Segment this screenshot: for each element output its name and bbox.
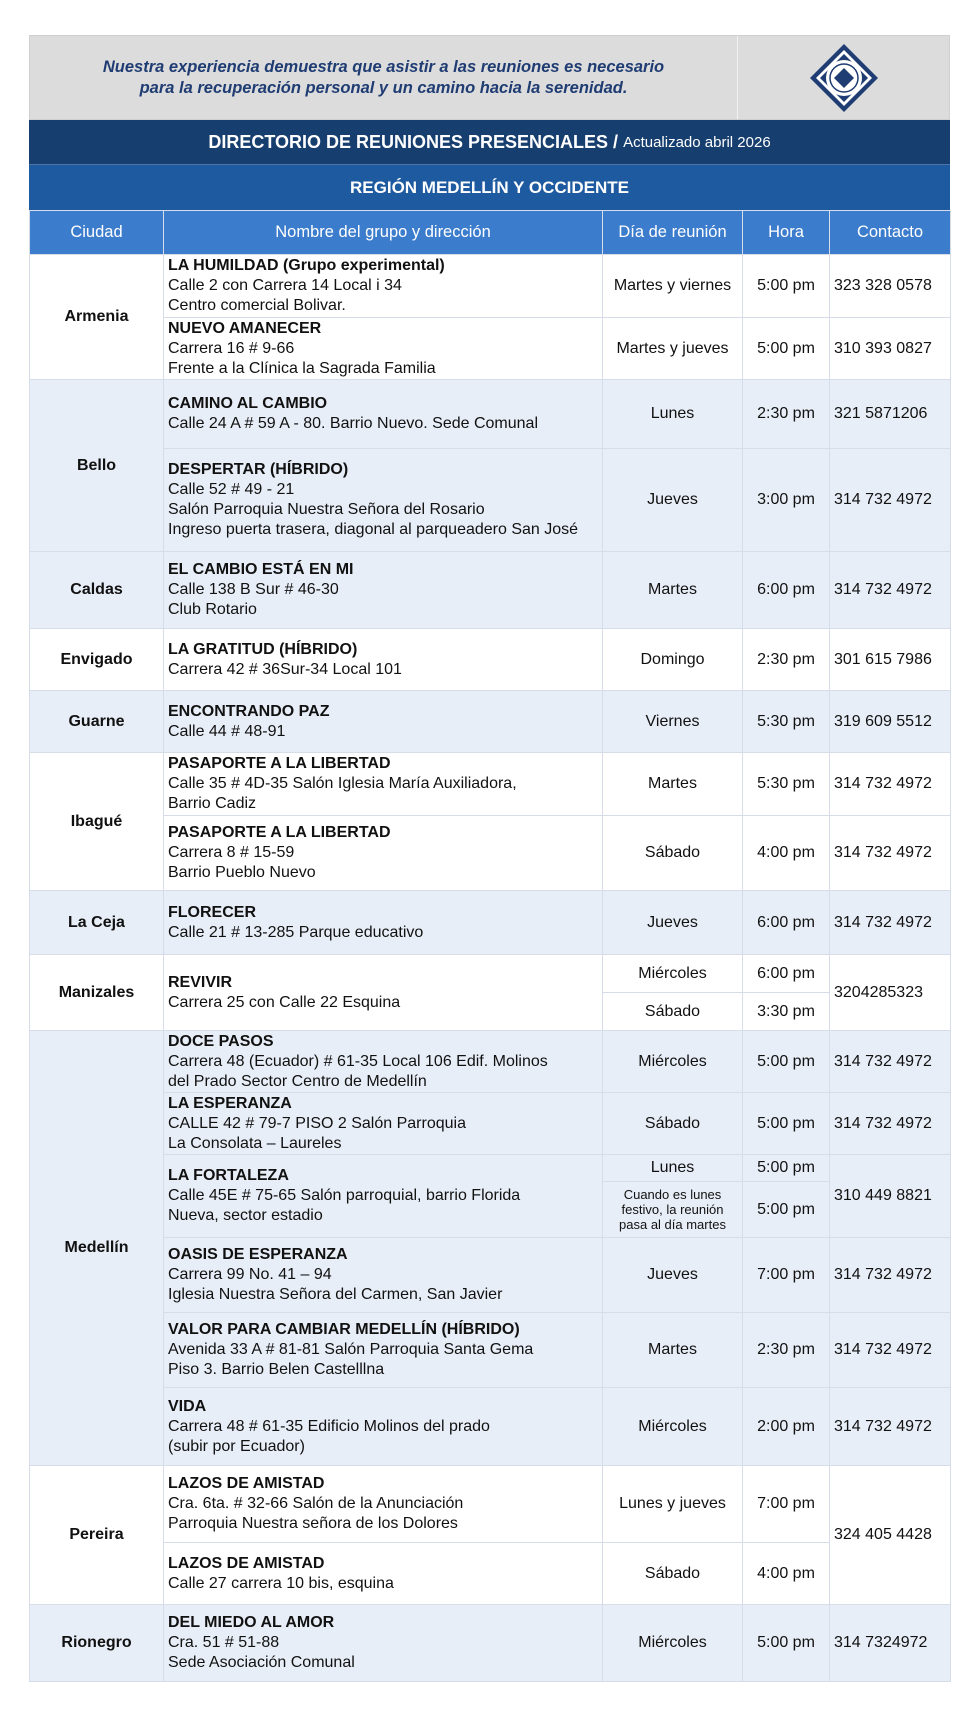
city-guarne: Guarne [30,691,164,753]
meeting-day: Martes [603,1313,743,1388]
contact-phone: 314 732 4972 [830,1093,951,1155]
table-row [30,1031,951,1093]
group-cell [164,552,603,629]
meeting-day: Sábado [603,993,743,1031]
meeting-day: Martes [603,753,743,816]
group-name: LA HUMILDAD (Grupo experimental) [168,257,445,274]
contact-phone: 314 732 4972 [830,1238,951,1313]
meeting-day: Lunes [603,380,743,449]
group-cell [164,1605,603,1682]
group-address: Carrera 42 # 36Sur-34 Local 101 [168,660,402,678]
city-armenia: Armenia [30,255,164,380]
intro-line-1: Nuestra experiencia demuestra que asistir a las reuniones es necesario [102,57,665,76]
group-address: CALLE 42 # 79-7 PISO 2 Salón Parroquia [168,1114,466,1132]
meeting-day: Miércoles [603,1605,743,1682]
meeting-time: 6:00 pm [743,891,830,955]
meeting-time: 6:00 pm [743,955,830,993]
contact-phone: 314 732 4972 [830,753,951,816]
group-address: del Prado Sector Centro de Medellín [168,1072,427,1090]
group-cell [164,1313,603,1388]
table-row [30,1313,951,1388]
meeting-time: 3:00 pm [743,449,830,552]
group-address: Frente a la Clínica la Sagrada Familia [168,359,436,377]
table-row [30,891,951,955]
directory-title: DIRECTORIO DE REUNIONES PRESENCIALES / [208,131,619,152]
group-address: Calle 2 con Carrera 14 Local i 34 [168,277,402,294]
group-cell [164,629,603,691]
meeting-day: Lunes y jueves [603,1466,743,1543]
city-medellin: Medellín [30,1031,164,1466]
group-cell [164,891,603,955]
group-address: Carrera 16 # 9-66 [168,339,295,357]
group-address: Piso 3. Barrio Belen Castelllna [168,1361,385,1378]
group-address: Calle 52 # 49 - 21 [168,481,295,498]
group-name: PASAPORTE A LA LIBERTAD [168,755,391,772]
table-row [30,753,951,816]
group-cell [164,1466,603,1543]
meeting-time: 4:00 pm [743,1543,830,1605]
group-name: ENCONTRANDO PAZ [168,702,330,720]
contact-phone: 314 732 4972 [830,1388,951,1466]
group-address: Centro comercial Bolivar. [168,297,346,314]
group-address: Calle 24 A # 59 A - 80. Barrio Nuevo. Sede Comunal [168,415,539,432]
group-name: FLORECER [168,903,256,921]
meeting-day: Jueves [603,449,743,552]
table-row [30,318,951,380]
meeting-time: 2:30 pm [743,629,830,691]
group-address: Calle 21 # 13-285 Parque educativo [168,923,424,941]
group-cell [164,1388,603,1466]
meeting-day: Miércoles [603,955,743,993]
table-row [30,691,951,753]
group-address: Sede Asociación Comunal [168,1654,355,1671]
meeting-time: 4:00 pm [743,816,830,891]
group-cell [164,380,603,449]
organization-diamond-logo-icon [808,42,880,114]
meeting-day: Miércoles [603,1031,743,1093]
table-row [30,1093,951,1155]
group-name: CAMINO AL CAMBIO [168,395,328,412]
intro-message [30,36,738,119]
meeting-time: 7:00 pm [743,1466,830,1543]
updated-date: Actualizado abril 2026 [623,133,771,151]
meeting-day: Miércoles [603,1388,743,1466]
group-name: LAZOS DE AMISTAD [168,1475,325,1492]
table-row [30,1388,951,1466]
city-bello: Bello [30,380,164,552]
header-city: Ciudad [30,211,164,255]
group-address: Cra. 51 # 51-88 [168,1634,280,1651]
directory-sheet [29,35,950,1682]
meeting-time: 5:00 pm [743,1093,830,1155]
contact-phone: 319 609 5512 [830,691,951,753]
group-name: LA GRATITUD (HÍBRIDO) [168,640,358,658]
group-cell [164,1543,603,1605]
table-row [30,1155,951,1182]
group-name: VIDA [168,1397,207,1415]
holiday-note: Cuando es lunes festivo, la reunión pasa al día martes [603,1182,743,1238]
meeting-time: 3:30 pm [743,993,830,1031]
meeting-day: Martes [603,552,743,629]
group-cell [164,753,603,816]
table-row [30,816,951,891]
meeting-time: 5:00 pm [743,1031,830,1093]
city-pereira: Pereira [30,1466,164,1605]
table-row [30,1238,951,1313]
group-name: NUEVO AMANECER [168,319,322,337]
meeting-day: Jueves [603,891,743,955]
intro-line-2: para la recuperación personal y un camino hacia la serenidad. [139,78,628,97]
meeting-time: 5:00 pm [743,1155,830,1182]
group-address: Salón Parroquia Nuestra Señora del Rosario [168,501,485,518]
meeting-time: 5:00 pm [743,1182,830,1238]
contact-phone: 323 328 0578 [830,255,951,318]
group-cell [164,449,603,552]
group-address: Iglesia Nuestra Señora del Carmen, San Javier [168,1286,503,1303]
group-cell [164,1031,603,1093]
region-title: REGIÓN MEDELLÍN Y OCCIDENTE [350,177,629,197]
meeting-time: 5:00 pm [743,255,830,318]
meeting-time: 6:00 pm [743,552,830,629]
city-caldas: Caldas [30,552,164,629]
group-cell [164,691,603,753]
meetings-table [29,210,951,1682]
meeting-time: 2:30 pm [743,1313,830,1388]
group-address: Calle 27 carrera 10 bis, esquina [168,1574,394,1592]
group-address: Club Rotario [168,601,257,618]
group-name: DOCE PASOS [168,1032,274,1050]
group-address: Calle 35 # 4D-35 Salón Iglesia María Auxiliadora, [168,775,517,792]
meeting-day: Viernes [603,691,743,753]
group-address: Carrera 48 (Ecuador) # 61-35 Local 106 Edif. Molinos [168,1052,548,1070]
group-address: Parroquia Nuestra señora de los Dolores [168,1515,458,1532]
group-name: EL CAMBIO ESTÁ EN MI [168,561,354,578]
group-address: Carrera 99 No. 41 – 94 [168,1266,332,1283]
group-address: Barrio Pueblo Nuevo [168,864,316,881]
contact-phone: 314 7324972 [830,1605,951,1682]
meeting-time: 2:00 pm [743,1388,830,1466]
header-group: Nombre del grupo y dirección [164,211,603,255]
meeting-day: Sábado [603,1093,743,1155]
contact-phone: 314 732 4972 [830,1313,951,1388]
meeting-time: 5:30 pm [743,753,830,816]
group-address: Calle 138 B Sur # 46-30 [168,581,339,598]
meeting-time: 2:30 pm [743,380,830,449]
meeting-time: 5:00 pm [743,1605,830,1682]
group-name: VALOR PARA CAMBIAR MEDELLÍN (HÍBRIDO) [168,1321,520,1338]
group-cell [164,955,603,1031]
directory-title-bar [29,120,950,165]
contact-phone: 324 405 4428 [830,1466,951,1605]
table-header-row [30,211,951,255]
meeting-day: Martes y viernes [603,255,743,318]
group-address: Ingreso puerta trasera, diagonal al parqueadero San José [168,521,579,538]
contact-phone: 310 449 8821 [830,1155,951,1238]
group-address: La Consolata – Laureles [168,1134,342,1152]
contact-phone: 3204285323 [830,955,951,1031]
group-cell [164,1238,603,1313]
table-row [30,1605,951,1682]
contact-phone: 310 393 0827 [830,318,951,380]
meeting-day: Sábado [603,816,743,891]
header-day: Día de reunión [603,211,743,255]
group-cell [164,318,603,380]
region-title-bar [29,165,950,210]
intro-banner [29,35,950,120]
group-address: Cra. 6ta. # 32-66 Salón de la Anunciación [168,1495,464,1512]
header-time: Hora [743,211,830,255]
meeting-time: 5:00 pm [743,318,830,380]
contact-phone: 314 732 4972 [830,449,951,552]
logo [738,36,949,119]
group-address: Carrera 8 # 15-59 [168,844,295,861]
group-cell [164,255,603,318]
table-row [30,380,951,449]
table-row [30,1543,951,1605]
group-address: Carrera 25 con Calle 22 Esquina [168,993,401,1011]
city-rionegro: Rionegro [30,1605,164,1682]
meeting-day: Sábado [603,1543,743,1605]
table-row [30,955,951,993]
contact-phone: 314 732 4972 [830,1031,951,1093]
group-address: (subir por Ecuador) [168,1437,305,1455]
table-row [30,449,951,552]
header-contact: Contacto [830,211,951,255]
group-cell [164,1155,603,1238]
table-row [30,629,951,691]
contact-phone: 314 732 4972 [830,816,951,891]
contact-phone: 314 732 4972 [830,552,951,629]
group-address: Calle 45E # 75-65 Salón parroquial, barrio Florida [168,1187,521,1204]
group-name: LA ESPERANZA [168,1094,292,1112]
meeting-day: Martes y jueves [603,318,743,380]
group-name: DESPERTAR (HÍBRIDO) [168,461,349,478]
city-la-ceja: La Ceja [30,891,164,955]
group-address: Nueva, sector estadio [168,1207,323,1224]
group-name: PASAPORTE A LA LIBERTAD [168,824,391,841]
group-cell [164,1093,603,1155]
group-name: LAZOS DE AMISTAD [168,1554,325,1572]
group-name: REVIVIR [168,973,233,991]
city-ibague: Ibagué [30,753,164,891]
group-cell [164,816,603,891]
group-address: Barrio Cadiz [168,795,257,812]
group-address: Avenida 33 A # 81-81 Salón Parroquia Santa Gema [168,1341,534,1358]
city-manizales: Manizales [30,955,164,1031]
contact-phone: 301 615 7986 [830,629,951,691]
table-row [30,255,951,318]
group-address: Calle 44 # 48-91 [168,722,286,740]
group-address: Carrera 48 # 61-35 Edificio Molinos del prado [168,1417,490,1435]
meeting-day: Jueves [603,1238,743,1313]
group-name: LA FORTALEZA [168,1167,289,1184]
meeting-day: Domingo [603,629,743,691]
contact-phone: 321 5871206 [830,380,951,449]
meeting-day: Lunes [603,1155,743,1182]
contact-phone: 314 732 4972 [830,891,951,955]
table-row [30,552,951,629]
table-row [30,1466,951,1543]
group-name: DEL MIEDO AL AMOR [168,1614,335,1631]
meeting-time: 5:30 pm [743,691,830,753]
city-envigado: Envigado [30,629,164,691]
group-name: OASIS DE ESPERANZA [168,1246,348,1263]
meeting-time: 7:00 pm [743,1238,830,1313]
